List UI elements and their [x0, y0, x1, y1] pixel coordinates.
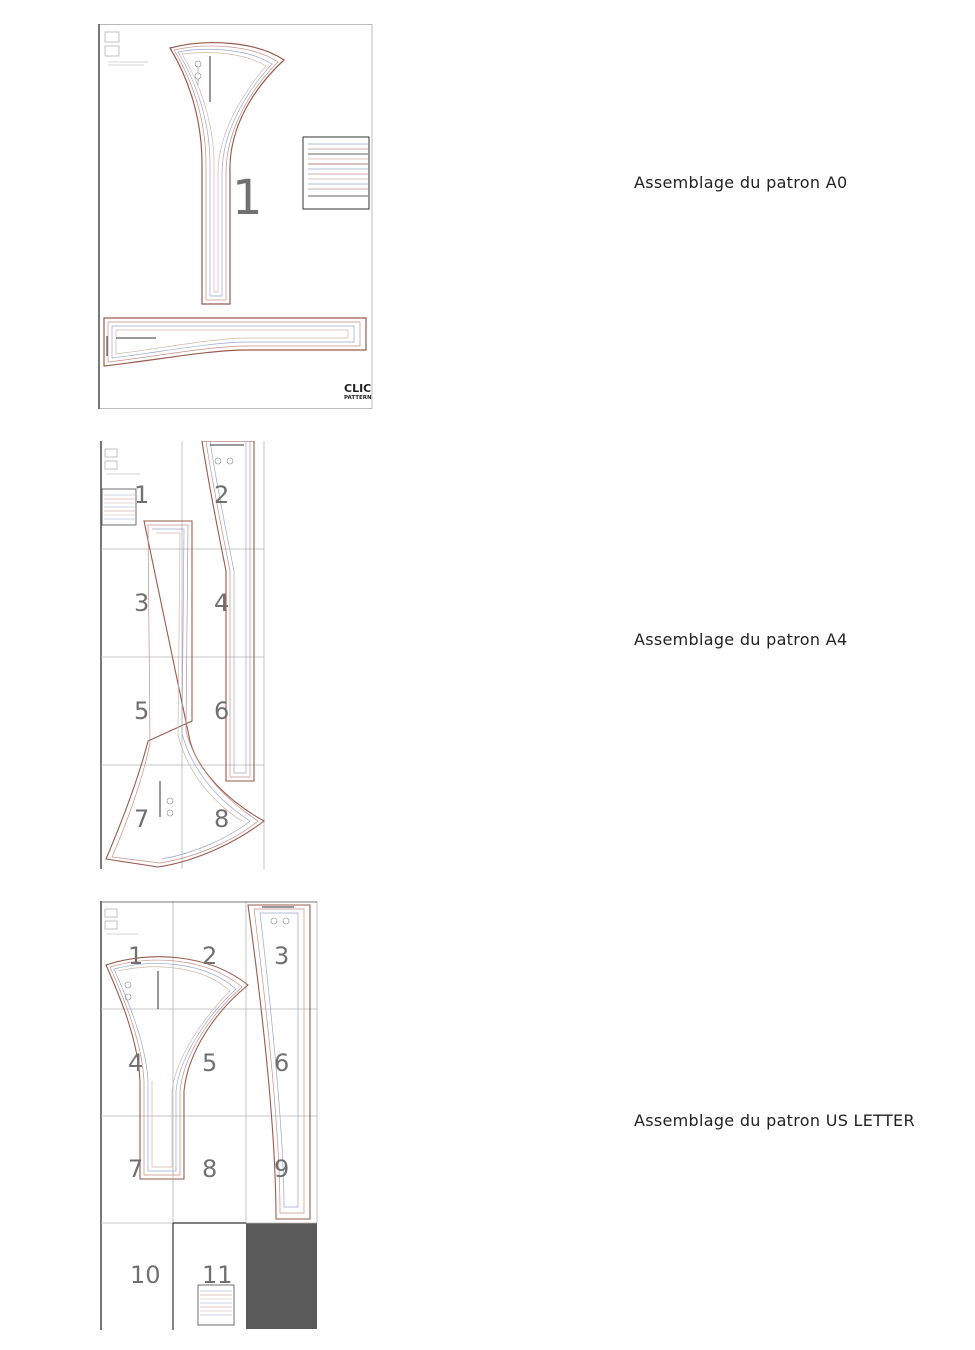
page-number-label: 8: [202, 1155, 218, 1183]
page-number-label: 3: [274, 942, 290, 970]
pattern-drawing-us-letter: [98, 901, 320, 1330]
page-number-label: 7: [134, 805, 150, 833]
page-number-label: 9: [274, 1155, 290, 1183]
clic-pattern-logo: [344, 382, 372, 401]
pattern-thumbnail-a0: [98, 24, 374, 409]
page-number-label: 4: [128, 1049, 144, 1077]
page-number-label: 11: [202, 1261, 233, 1289]
page-number-label: 7: [128, 1155, 144, 1183]
assembly-caption-us-letter: Assemblage du patron US LETTER: [634, 1111, 915, 1130]
assembly-caption-a0: Assemblage du patron A0: [634, 173, 848, 192]
page-number-label: 8: [214, 805, 230, 833]
page-number-label: 1: [232, 170, 263, 226]
pattern-drawing-a4: [98, 441, 268, 869]
page-number-label: 5: [202, 1049, 218, 1077]
page-number-label: 6: [214, 697, 230, 725]
page-number-label: 3: [134, 589, 150, 617]
page-number-label: 10: [130, 1261, 161, 1289]
page-number-label: 2: [214, 481, 230, 509]
page-number-label: 4: [214, 589, 230, 617]
pattern-drawing-a0: [98, 24, 374, 409]
page-number-label: 6: [274, 1049, 290, 1077]
page-number-label: 1: [128, 942, 144, 970]
page-number-label: 5: [134, 697, 150, 725]
page-number-label: 2: [202, 942, 218, 970]
pattern-thumbnail-us-letter: [98, 901, 320, 1330]
svg-text:CLIC: CLIC: [344, 382, 372, 395]
pattern-thumbnail-a4: [98, 441, 268, 869]
svg-text:PATTERN: PATTERN: [344, 395, 372, 401]
page-number-label: 1: [134, 481, 150, 509]
assembly-caption-a4: Assemblage du patron A4: [634, 630, 848, 649]
